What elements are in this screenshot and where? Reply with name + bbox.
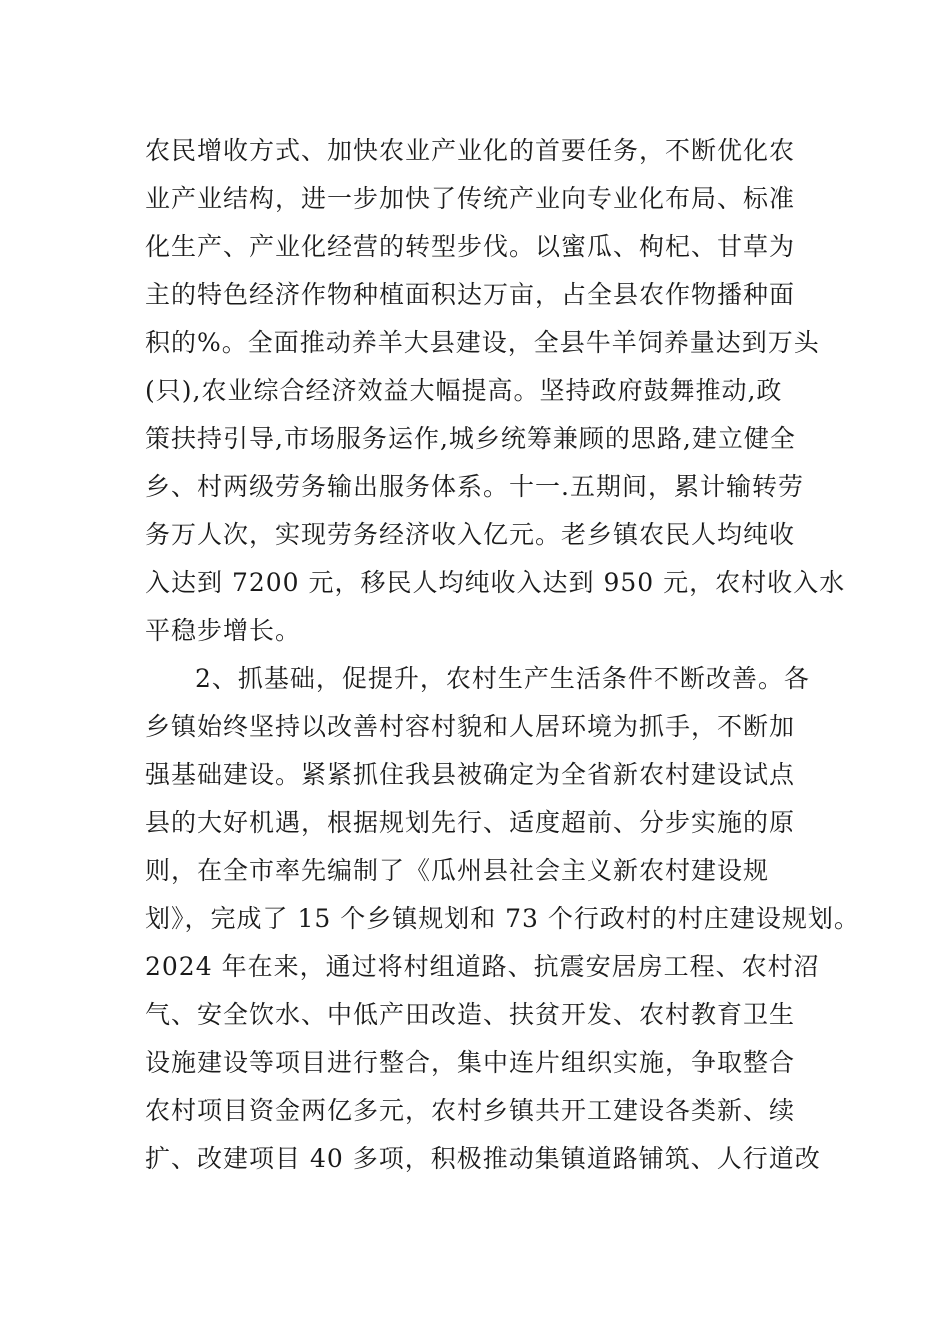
text-line: 农村项目资金两亿多元，农村乡镇共开工建设各类新、续 (145, 1096, 796, 1125)
text-line: 业产业结构，进一步加快了传统产业向专业化布局、标准 (145, 184, 796, 213)
text-line: 强基础建设。紧紧抓住我县被确定为全省新农村建设试点 (145, 760, 796, 789)
text-line: 则，在全市率先编制了《瓜州县社会主义新农村建设规 (145, 856, 770, 885)
text-line: 乡、村两级劳务输出服务体系。十一.五期间，累计输转劳 (145, 472, 804, 501)
text-line: 主的特色经济作物种植面积达万亩，占全县农作物播种面 (145, 280, 796, 309)
text-line: 划》，完成了 15 个乡镇规划和 73 个行政村的村庄建设规划。 (145, 904, 860, 933)
text-line: 农民增收方式、加快农业产业化的首要任务，不断优化农 (145, 136, 796, 165)
text-line: 2024 年在来，通过将村组道路、抗震安居房工程、农村沼 (145, 952, 820, 981)
text-line: 入达到 7200 元，移民人均纯收入达到 950 元，农村收入水 (145, 568, 846, 597)
text-line: 策扶持引导,市场服务运作,城乡统筹兼顾的思路,建立健全 (145, 424, 796, 453)
text-line: 积的%。全面推动养羊大县建设，全县牛羊饲养量达到万头 (145, 328, 820, 357)
text-line: 乡镇始终坚持以改善村容村貌和人居环境为抓手，不断加 (145, 712, 796, 741)
text-line: 县的大好机遇，根据规划先行、适度超前、分步实施的原 (145, 808, 796, 837)
text-line: 务万人次，实现劳务经济收入亿元。老乡镇农民人均纯收 (145, 520, 796, 549)
text-line: 平稳步增长。 (145, 616, 302, 645)
text-line: 气、安全饮水、中低产田改造、扶贫开发、农村教育卫生 (145, 1000, 796, 1029)
text-line: (只),农业综合经济效益大幅提高。坚持政府鼓舞推动,政 (145, 376, 783, 405)
text-line: 化生产、产业化经营的转型步伐。以蜜瓜、枸杞、甘草为 (145, 232, 796, 261)
text-line: 设施建设等项目进行整合，集中连片组织实施，争取整合 (145, 1048, 796, 1077)
text-line: 扩、改建项目 40 多项，积极推动集镇道路铺筑、人行道改 (145, 1144, 821, 1173)
paragraph-start-line: 2、抓基础，促提升，农村生产生活条件不断改善。各 (195, 664, 810, 693)
